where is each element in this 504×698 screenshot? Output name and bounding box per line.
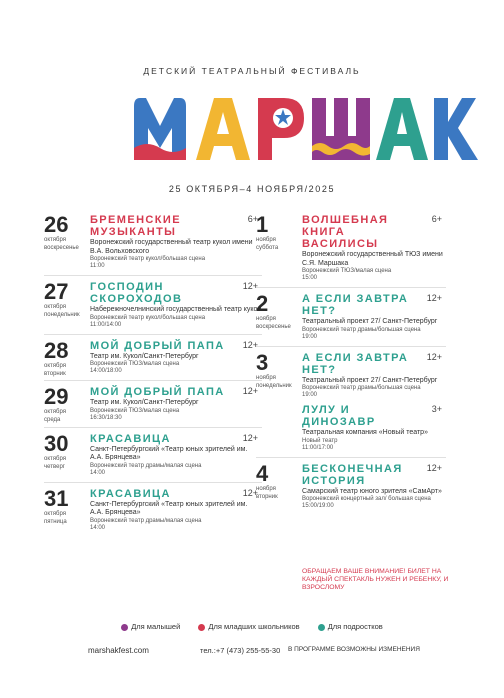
event-month: октября xyxy=(44,237,66,243)
event-age: 12+ xyxy=(242,281,258,291)
event-month: октября xyxy=(44,362,66,369)
event-time: 19:00 xyxy=(302,392,318,398)
event-time: 15:00 xyxy=(302,275,318,281)
event-time: 11:00/17:00 xyxy=(302,444,334,451)
event-month: октября xyxy=(44,304,66,310)
event-org: Театральный проект 27/ Санкт-Петербург xyxy=(302,318,438,325)
event-venue: Воронежский театр драмы/большая сцена xyxy=(302,326,421,333)
event-time: 11:00/14:00 xyxy=(90,321,122,328)
event-nov-1 xyxy=(256,214,446,282)
event-age: 12+ xyxy=(242,487,258,498)
divider xyxy=(256,287,446,288)
event-31 xyxy=(44,485,262,532)
event-month: октября xyxy=(44,510,66,517)
event-month: ноября xyxy=(256,316,276,322)
event-day: 27 xyxy=(44,279,69,304)
phone-number: тел.:+7 (473) 255-55-30 xyxy=(200,646,281,655)
event-title: ЛУЛУ И ДИНОЗАВР xyxy=(302,404,376,428)
event-time: 14:00 xyxy=(90,469,106,476)
event-title: А ЕСЛИ ЗАВТРА НЕТ? xyxy=(302,293,409,317)
event-age: 12+ xyxy=(242,432,258,443)
legend-item-toddlers xyxy=(121,622,180,631)
marshak-logo xyxy=(0,92,504,164)
event-time: 19:00 xyxy=(302,333,318,340)
schedule-left-column xyxy=(44,214,262,532)
legend-label: Для младших школьников xyxy=(208,622,300,631)
legend-item-teens xyxy=(318,622,383,631)
event-title: КРАСАВИЦА xyxy=(90,432,171,445)
event-month: октября xyxy=(44,409,66,415)
event-org: Воронежский государственный театр кукол имени В.А. Вольховского xyxy=(90,239,253,255)
event-27 xyxy=(44,281,262,329)
legend-label: Для подростков xyxy=(327,622,383,631)
ticket-note: ОБРАЩАЕМ ВАШЕ ВНИМАНИЕ! БИЛЕТ НА КАЖДЫЙ СПЕКТАКЛЬ НУЖЕН И РЕБЕНКУ, И ВЗРОСЛОМУ xyxy=(302,568,449,591)
event-30 xyxy=(44,430,262,477)
event-venue: Воронежский театр драмы/большая сцена xyxy=(302,385,421,391)
event-org: Санкт-Петербургский «Театр юных зрителей им. А.А. Брянцева» xyxy=(90,500,248,516)
schedule-right-column xyxy=(256,214,446,510)
divider xyxy=(44,482,262,483)
event-month: ноября xyxy=(256,374,276,381)
event-title: КРАСАВИЦА xyxy=(90,487,171,500)
event-29 xyxy=(44,386,262,422)
event-age: 6+ xyxy=(431,214,442,224)
event-day: 30 xyxy=(44,430,69,456)
event-weekday: суббота xyxy=(256,245,279,251)
event-age: 6+ xyxy=(247,214,258,224)
event-day: 26 xyxy=(44,212,69,237)
event-day: 2 xyxy=(256,291,269,316)
event-day: 28 xyxy=(44,337,69,363)
event-time: 14:00/18:00 xyxy=(90,368,122,374)
event-age: 12+ xyxy=(426,351,442,362)
legend-label: Для малышей xyxy=(131,622,181,631)
event-title: БРЕМЕНСКИЕ МУЗЫКАНТЫ xyxy=(90,214,181,238)
divider xyxy=(44,334,262,335)
teal-dot-icon xyxy=(318,624,325,631)
event-month: ноября xyxy=(256,485,276,492)
event-time: 14:00 xyxy=(90,524,106,531)
festival-dates: 25 ОКТЯБРЯ–4 НОЯБРЯ/2025 xyxy=(168,184,336,194)
event-venue: Воронежский театр кукол/большая сцена xyxy=(90,314,206,321)
event-venue: Новый театр xyxy=(302,437,338,444)
divider xyxy=(44,275,262,276)
event-org: Театр им. Кукол/Санкт-Петербург xyxy=(90,399,199,406)
event-title: МОЙ ДОБРЫЙ ПАПА xyxy=(90,339,225,352)
event-weekday: воскресенье xyxy=(44,245,79,251)
divider xyxy=(256,457,446,458)
event-day: 3 xyxy=(256,349,269,375)
divider xyxy=(256,346,446,347)
event-venue: Воронежский театр драмы/малая сцена xyxy=(90,462,202,469)
event-title: ВОЛШЕБНАЯ КНИГА ВАСИЛИСЫ xyxy=(302,214,389,250)
event-org: Театральный проект 27/ Санкт-Петербург xyxy=(302,376,438,384)
event-age: 12+ xyxy=(426,293,442,303)
event-day: 4 xyxy=(256,460,269,486)
event-venue: Воронежский концертный зал/ большая сцена xyxy=(302,496,431,502)
event-venue: Воронежский театр драмы/малая сцена xyxy=(90,517,202,524)
event-day: 1 xyxy=(256,212,269,237)
divider xyxy=(44,380,262,381)
event-28 xyxy=(44,337,262,377)
event-weekday: вторник xyxy=(256,493,278,500)
event-age: 12+ xyxy=(426,462,442,473)
event-venue: Воронежский ТЮЗ/малая сцена xyxy=(302,268,392,274)
festival-subtitle: ДЕТСКИЙ ТЕАТРАЛЬНЫЙ ФЕСТИВАЛЬ xyxy=(143,66,361,76)
event-day: 29 xyxy=(44,384,69,409)
event-weekday: вторник xyxy=(44,370,66,377)
event-venue: Воронежский театр кукол/большая сцена xyxy=(90,256,206,262)
event-weekday: понедельник xyxy=(256,382,292,389)
event-title: ГОСПОДИН СКОРОХОДОВ xyxy=(90,281,183,305)
event-weekday: пятница xyxy=(44,518,67,525)
event-title: БЕСКОНЕЧНАЯ ИСТОРИЯ xyxy=(302,462,403,487)
event-weekday: воскресенье xyxy=(256,324,291,330)
event-nov-4 xyxy=(256,460,446,511)
changes-note: В ПРОГРАММЕ ВОЗМОЖНЫ ИЗМЕНЕНИЯ xyxy=(288,646,420,653)
event-day: 31 xyxy=(44,485,69,511)
legend-item-juniors xyxy=(198,622,299,631)
event-month: ноября xyxy=(256,237,276,243)
event-nov-2 xyxy=(256,293,446,341)
event-org: Театральная компания «Новый театр» xyxy=(302,429,428,436)
event-org: Самарский театр юного зрителя «СамАрт» xyxy=(302,487,442,495)
event-age: 12+ xyxy=(242,386,258,396)
event-org: Санкт-Петербургский «Театр юных зрителей им. А.А. Брянцева» xyxy=(90,445,248,461)
event-weekday: среда xyxy=(44,417,61,423)
age-legend xyxy=(0,622,504,631)
event-org: Набережночелнинский государственный театр кукол xyxy=(90,306,262,313)
event-age: 3+ xyxy=(431,404,442,414)
event-time: 15:00/19:00 xyxy=(302,503,334,509)
event-second-show xyxy=(302,404,446,452)
website-link[interactable]: marshakfest.com xyxy=(88,646,149,655)
event-month: октября xyxy=(44,455,66,462)
divider xyxy=(44,427,262,428)
event-time: 16:30/18:30 xyxy=(90,414,122,421)
event-org: Воронежский государственный ТЮЗ имени С.Я. Маршака xyxy=(302,251,443,267)
event-org: Театр им. Кукол/Санкт-Петербург xyxy=(90,352,199,360)
event-weekday: четверг xyxy=(44,463,65,470)
event-venue: Воронежский ТЮЗ/малая сцена xyxy=(90,361,180,367)
event-venue: Воронежский ТЮЗ/малая сцена xyxy=(90,407,180,414)
event-title: А ЕСЛИ ЗАВТРА НЕТ? xyxy=(302,351,409,376)
red-dot-icon xyxy=(198,624,205,631)
purple-dot-icon xyxy=(121,624,128,631)
event-nov-3 xyxy=(256,349,446,452)
event-age: 12+ xyxy=(242,339,258,350)
event-26 xyxy=(44,214,262,270)
event-time: 11:00 xyxy=(90,263,105,269)
event-title: МОЙ ДОБРЫЙ ПАПА xyxy=(90,386,225,398)
event-weekday: понедельник xyxy=(44,312,80,318)
